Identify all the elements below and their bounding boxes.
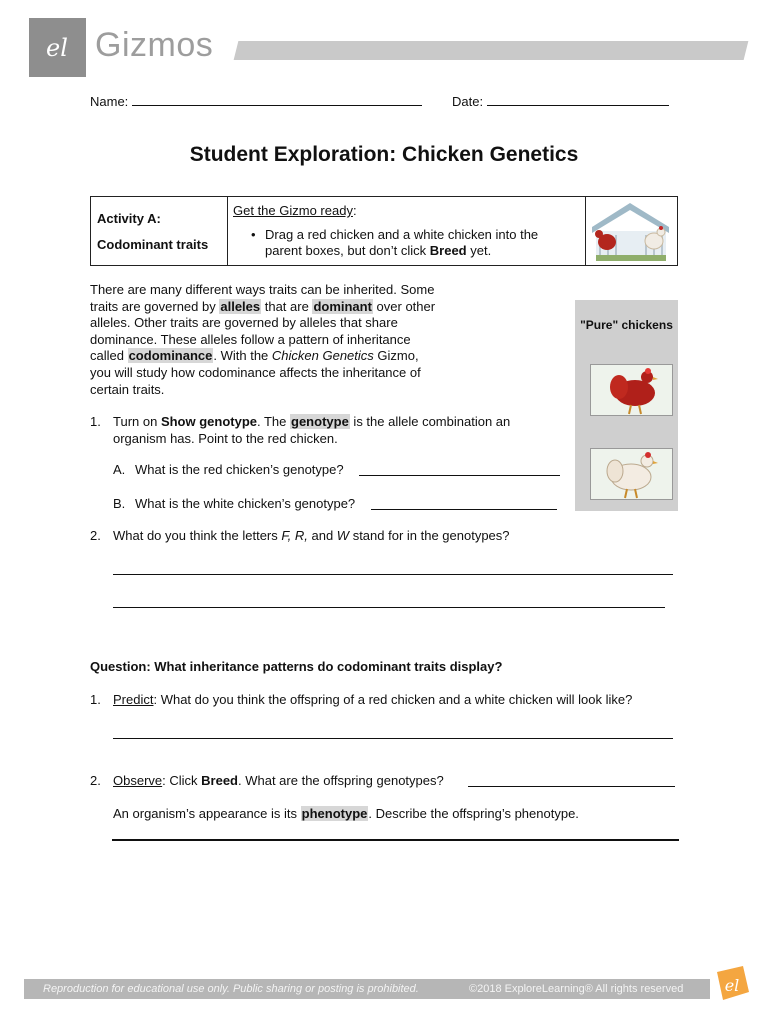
footer-disclaimer: Reproduction for educational use only. Public sharing or posting is prohibited. — [43, 983, 419, 995]
predict-number: 1. — [90, 692, 101, 707]
chicken-coop-icon — [586, 197, 675, 265]
intro-paragraph: There are many different ways traits can be inherited. Some traits are governed by alleles that are dominant over other alleles. Other traits are governed by alleles that share dominance. These alleles follow a pattern of inheritance called codominance. With the Chicken Genetics Gizmo, you will study how codominance affects the inheritance of certain traits. — [90, 282, 436, 397]
term-phenotype: phenotype — [301, 806, 368, 821]
activity-label-cell — [91, 197, 228, 265]
name-label: Name: — [90, 94, 129, 109]
activity-label: Activity A: — [97, 211, 161, 226]
observe-number: 2. — [90, 773, 101, 788]
bullet-line-1: Drag a red chicken and a white chicken into the — [265, 227, 539, 242]
name-blank[interactable] — [132, 93, 422, 106]
q1a-question: What is the red chicken’s genotype? — [135, 462, 344, 477]
red-chicken-icon — [591, 365, 672, 415]
inquiry-question: Question: What inheritance patterns do codominant traits display? — [90, 659, 503, 674]
bullet-icon: • — [251, 227, 256, 242]
pure-chickens-title: "Pure" chickens — [580, 318, 673, 332]
gizmos-logo-text: Gizmos — [95, 26, 214, 64]
activity-subtitle: Codominant traits — [97, 237, 209, 252]
term-codominance: codominance — [128, 348, 213, 364]
date-blank[interactable] — [487, 93, 669, 106]
svg-text:el: el — [46, 34, 68, 62]
red-chicken-frame — [590, 364, 673, 416]
name-field[interactable] — [90, 93, 422, 109]
term-alleles: alleles — [220, 298, 261, 314]
white-chicken-frame — [590, 448, 673, 500]
q2-question: What do you think the letters F, R, and W stand for in the genotypes? — [113, 528, 510, 543]
footer-copyright: ©2018 ExploreLearning® All rights reserved — [469, 983, 684, 995]
gizmo-ready-colon: : — [352, 203, 357, 218]
phenotype-question: An organism’s appearance is its phenotype. Describe the offspring’s phenotype. — [113, 806, 579, 821]
q2-number: 2. — [90, 528, 101, 543]
bullet-line-2: parent boxes, but don’t click Breed yet. — [265, 243, 492, 258]
gizmo-thumbnail — [585, 197, 677, 265]
gizmos-logo-mark — [29, 18, 86, 77]
date-label: Date: — [452, 94, 484, 109]
gizmo-ready-cell — [233, 203, 583, 259]
activity-table — [90, 196, 678, 266]
q1-line2: organism has. Point to the red chicken. — [113, 431, 338, 446]
header-bar — [234, 41, 749, 60]
white-chicken-icon — [591, 449, 672, 499]
q1b-label: B. — [113, 496, 126, 511]
q1-number: 1. — [90, 414, 101, 429]
q1a-answer-blank[interactable] — [359, 475, 560, 476]
explorelearning-logo — [711, 964, 751, 1004]
el-logo-icon — [29, 18, 86, 77]
predict-answer-line[interactable] — [113, 738, 673, 739]
q1a-label: A. — [113, 462, 126, 477]
observe-genotype-blank[interactable] — [468, 786, 675, 787]
date-field[interactable] — [452, 93, 669, 109]
gizmo-ready-heading: Get the Gizmo ready — [233, 203, 353, 218]
q1b-answer-blank[interactable] — [371, 509, 557, 510]
el-badge-icon — [711, 964, 751, 1004]
q2-answer-line-2[interactable] — [113, 607, 665, 608]
q1-line1: Turn on Show genotype. The genotype is the allele combination an — [113, 414, 511, 429]
observe-question: Observe: Click Breed. What are the offspring genotypes? — [113, 773, 444, 788]
ready-bullet — [233, 227, 583, 259]
q1b-question: What is the white chicken’s genotype? — [135, 496, 356, 511]
term-genotype: genotype — [291, 414, 349, 429]
q2-answer-line-1[interactable] — [113, 574, 673, 575]
svg-text:el: el — [724, 976, 740, 995]
page-title: Student Exploration: Chicken Genetics — [189, 143, 579, 166]
predict-question: Predict: What do you think the offspring of a red chicken and a white chicken will look like? — [113, 692, 633, 707]
term-dominant: dominant — [313, 298, 372, 314]
phenotype-answer-line[interactable] — [112, 839, 679, 841]
pure-chickens-panel — [575, 300, 678, 511]
